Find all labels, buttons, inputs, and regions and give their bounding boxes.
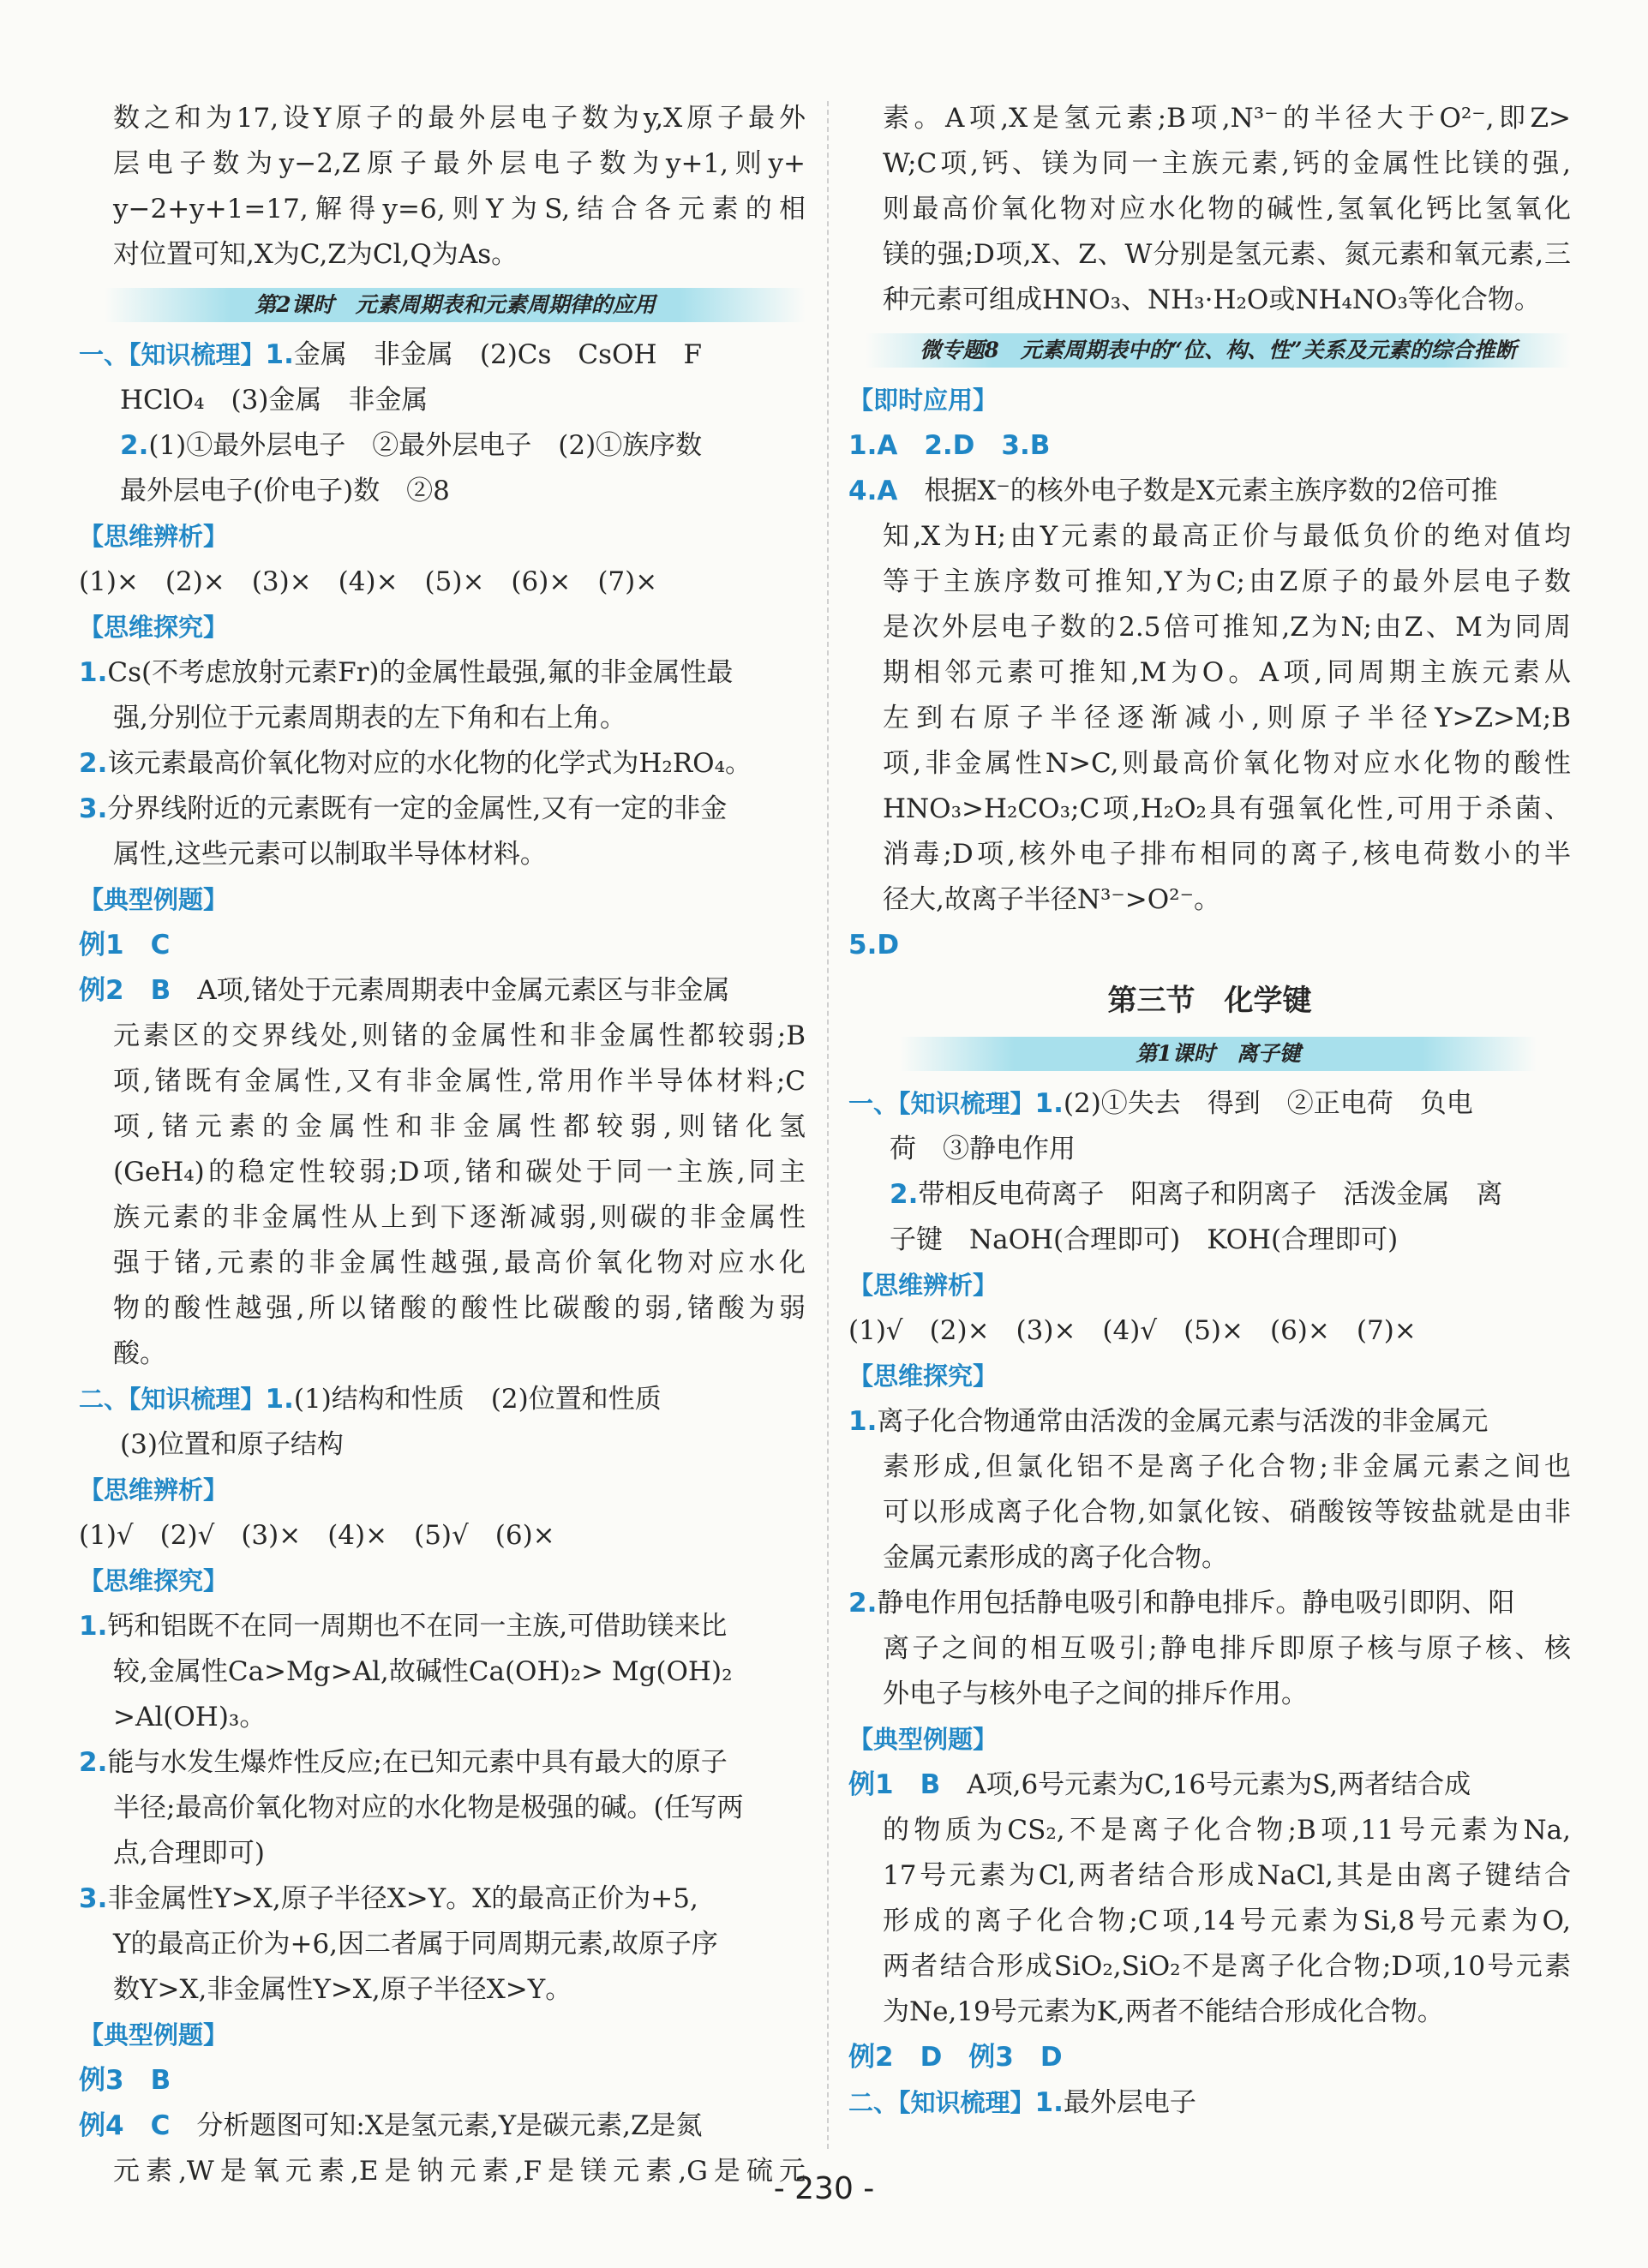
micro-topic-banner: 微专题8 元素周期表中的“位、构、性”关系及元素的综合推断 — [866, 333, 1571, 368]
example-line: 的物质为CS₂,不是离子化合物;B项,11号元素为Na, — [883, 1815, 1571, 1846]
example-line: 知,X为H;由Y元素的最高正价与最低负价的绝对值均 — [883, 521, 1571, 552]
judgment-answers: (1)√ (2)× (3)× (4)√ (5)× (6)× (7)× — [848, 1315, 1417, 1346]
item-number: 2. — [79, 748, 108, 779]
item-continuation: HClO₄ (3)金属 非金属 — [120, 385, 428, 416]
section-prefix: 二、 — [79, 1385, 129, 1414]
thinking-analysis-tag: 【思维辨析】 — [79, 1475, 229, 1505]
item-number: 2. — [120, 430, 149, 461]
typical-examples-tag: 【典型例题】 — [79, 885, 229, 914]
example-head: 例4 C — [79, 2110, 171, 2141]
item-text: 非金属性Y>X,原子半径X>Y。X的最高正价为+5, — [107, 1883, 698, 1914]
item-continuation: (3)位置和原子结构 — [120, 1429, 344, 1460]
section-prefix: 二、 — [848, 2088, 899, 2117]
knowledge-section-1 — [79, 332, 806, 378]
item-continuation: 可以形成离子化合物,如氯化铵、硝酸铵等铵盐就是由非 — [883, 1497, 1571, 1528]
example-item — [848, 1762, 1571, 1808]
item-text: 能与水发生爆炸性反应;在已知元素中具有最大的原子 — [107, 1747, 728, 1778]
item-number: 1. — [79, 1611, 108, 1642]
item-number: 3. — [79, 1883, 108, 1914]
example-line: 项,锗既有金属性,又有非金属性,常用作半导体材料;C — [113, 1066, 806, 1097]
item-continuation: 强,分别位于元素周期表的左下角和右上角。 — [113, 703, 626, 733]
section-title: 第三节 化学键 — [1107, 984, 1312, 1018]
item-number: 1. — [79, 657, 108, 688]
item-number: 2. — [890, 1179, 919, 1210]
explore-item — [79, 1876, 806, 1922]
item-number: 2. — [848, 1588, 878, 1619]
example-line: 期相邻元素可推知,M为O。A项,同周期主族元素从 — [883, 657, 1571, 688]
example-line: 项,锗元素的金属性和非金属性都较弱,则锗化氢 — [113, 1111, 806, 1142]
example-line: 强于锗,元素的非金属性越强,最高价氧化物对应水化 — [113, 1248, 806, 1278]
example-head: 例2 B — [79, 975, 171, 1006]
example-item — [79, 2103, 806, 2149]
example-line: HNO₃>H₂CO₃;C项,H₂O₂具有强氧化性,可用于杀菌、 — [883, 793, 1571, 824]
item-number: 1. — [1034, 1088, 1064, 1119]
intro-line: 层电子数为y−2,Z原子最外层电子数为y+1,则y+ — [113, 148, 806, 179]
answer-5: 5.D — [848, 930, 900, 960]
knowledge-section-2 — [79, 1377, 806, 1422]
item-number: 3. — [79, 793, 108, 824]
explore-item — [848, 1399, 1571, 1445]
explore-item — [848, 1581, 1571, 1626]
item-text: 分界线附近的元素既有一定的金属性,又有一定的非金 — [107, 793, 728, 824]
continued-line: W;C项,钙、镁为同一主族元素,钙的金属性比镁的强, — [883, 148, 1571, 179]
example-line: 两者结合形成SiO₂,SiO₂不是离子化合物;D项,10号元素 — [883, 1951, 1571, 1982]
example-line: 元素,W是氧元素,E是钠元素,F是镁元素,G是硫元 — [113, 2156, 806, 2187]
example-line: 物的酸性越强,所以锗酸的酸性比碳酸的弱,锗酸为弱 — [113, 1293, 806, 1324]
item-continuation: 素形成,但氯化铝不是离子化合物;非金属元素之间也 — [883, 1451, 1571, 1482]
item-text: 钙和铝既不在同一周期也不在同一主族,可借助镁来比 — [107, 1611, 728, 1642]
item-text: 离子化合物通常由活泼的金属元素与活泼的非金属元 — [877, 1406, 1489, 1437]
item-text: 该元素最高价氧化物对应的水化物的化学式为H₂RO₄。 — [107, 748, 752, 779]
knowledge-tag: 【知识梳理】 — [898, 2088, 1035, 2117]
intro-line: 数之和为17,设Y原子的最外层电子数为y,X原子最外 — [113, 103, 806, 134]
page-number: - 230 - — [773, 2171, 875, 2206]
typical-examples-tag: 【典型例题】 — [79, 2020, 229, 2050]
thinking-explore-tag: 【思维探究】 — [79, 1566, 229, 1595]
example-line: 族元素的非金属性从上到下逐渐减弱,则碳的非金属性 — [113, 1202, 806, 1233]
explore-item — [79, 650, 806, 696]
example-answer: 例3 B — [79, 2065, 171, 2096]
explore-item — [79, 787, 806, 832]
item-text: 金属 非金属 (2)Cs CsOH F — [293, 339, 703, 370]
thinking-explore-tag: 【思维探究】 — [79, 613, 229, 642]
explore-item — [79, 1740, 806, 1786]
item-continuation: 离子之间的相互吸引;静电排斥即原子核与原子核、核 — [883, 1633, 1571, 1664]
item-continuation: 较,金属性Ca>Mg>Al,故碱性Ca(OH)₂> Mg(OH)₂ — [113, 1656, 733, 1687]
item-number: 1. — [265, 1384, 294, 1415]
answer-item-4 — [848, 469, 1571, 514]
item-text: (1)①最外层电子 ②最外层电子 (2)①族序数 — [148, 430, 703, 461]
knowledge-section-1 — [848, 1081, 1571, 1127]
explore-item — [79, 1604, 806, 1649]
lesson-banner: 第1课时 离子键 — [900, 1037, 1537, 1071]
thinking-analysis-tag: 【思维辨析】 — [848, 1271, 998, 1300]
example-line: 17号元素为Cl,两者结合形成NaCl,其是由离子键结合 — [883, 1860, 1571, 1891]
item-number: 2. — [79, 1747, 108, 1778]
example-text: 根据X⁻的核外电子数是X元素主族序数的2倍可推 — [924, 476, 1498, 506]
item-continuation: 荷 ③静电作用 — [890, 1134, 1076, 1164]
example-answers-2-3: 例2 D 例3 D — [848, 2042, 1063, 2073]
explore-item — [79, 741, 806, 787]
example-line: 等于主族序数可推知,Y为C;由Z原子的最外层电子数 — [883, 566, 1571, 597]
example-text: A项,锗处于元素周期表中金属元素区与非金属 — [197, 975, 730, 1006]
item-continuation: 属性,这些元素可以制取半导体材料。 — [113, 839, 547, 870]
thinking-explore-tag: 【思维探究】 — [848, 1361, 998, 1391]
example-line: 为Ne,19号元素为K,两者不能结合形成化合物。 — [883, 1996, 1444, 2027]
item-continuation: 最外层电子(价电子)数 ②8 — [120, 476, 450, 506]
item-continuation: 点,合理即可) — [113, 1838, 265, 1869]
intro-line: 对位置可知,X为C,Z为Cl,Q为As。 — [113, 239, 518, 270]
item-number: 1. — [848, 1406, 878, 1437]
knowledge-tag: 【知识梳理】 — [129, 1385, 266, 1414]
intro-line: y−2+y+1=17,解得y=6,则Y为S,结合各元素的相 — [113, 194, 806, 224]
thinking-analysis-tag: 【思维辨析】 — [79, 522, 229, 551]
column-divider — [827, 101, 829, 2149]
item-continuation: 外电子与核外电子之间的排斥作用。 — [883, 1679, 1308, 1709]
instant-application-tag: 【即时应用】 — [848, 386, 998, 415]
item-continuation: Y的最高正价为+6,因二者属于同周期元素,故原子序 — [113, 1929, 718, 1960]
example-line: 左到右原子半径逐渐减小,则原子半径Y>Z>M;B — [883, 703, 1571, 733]
section-prefix: 一、 — [848, 1089, 899, 1118]
item-text: Cs(不考虑放射元素Fr)的金属性最强,氟的非金属性最 — [107, 657, 734, 688]
item-number: 1. — [1034, 2087, 1064, 2118]
example-answer: 例1 C — [79, 930, 171, 960]
item-continuation: 金属元素形成的离子化合物。 — [883, 1542, 1228, 1573]
answers-1-3: 1.A 2.D 3.B — [848, 430, 1051, 461]
example-text: A项,6号元素为C,16号元素为S,两者结合成 — [967, 1769, 1471, 1800]
example-item — [79, 968, 806, 1014]
judgment-answers: (1)√ (2)√ (3)× (4)× (5)√ (6)× — [79, 1520, 555, 1551]
typical-examples-tag: 【典型例题】 — [848, 1725, 998, 1754]
item-text: (1)结构和性质 (2)位置和性质 — [293, 1384, 662, 1415]
lesson-banner: 第2课时 元素周期表和元素周期律的应用 — [105, 288, 806, 322]
example-head: 4.A — [848, 476, 898, 506]
example-line: 径大,故离子半径N³⁻>O²⁻。 — [883, 884, 1220, 915]
item-text: 最外层电子 — [1063, 2087, 1196, 2118]
continued-line: 素。A项,X是氢元素;B项,N³⁻的半径大于O²⁻,即Z> — [883, 103, 1571, 134]
example-line: 是次外层电子数的2.5倍可推知,Z为N;由Z、M为同周 — [883, 612, 1571, 643]
knowledge-tag: 【知识梳理】 — [898, 1089, 1035, 1118]
left-column — [79, 96, 806, 2194]
knowledge-tag: 【知识梳理】 — [129, 340, 266, 369]
item-continuation: >Al(OH)₃。 — [113, 1702, 267, 1732]
item-text: 静电作用包括静电吸引和静电排斥。静电吸引即阴、阳 — [877, 1588, 1515, 1619]
example-line: 项,非金属性N>C,则最高价氧化物对应水化物的酸性 — [883, 748, 1571, 779]
item-continuation: 半径;最高价氧化物对应的水化物是极强的碱。(任写两 — [113, 1792, 744, 1823]
item-text: (2)①失去 得到 ②正电荷 负电 — [1063, 1088, 1473, 1119]
judgment-answers: (1)× (2)× (3)× (4)× (5)× (6)× (7)× — [79, 566, 658, 597]
item-continuation: 子键 NaOH(合理即可) KOH(合理即可) — [890, 1224, 1399, 1255]
item-continuation: 数Y>X,非金属性Y>X,原子半径X>Y。 — [113, 1974, 572, 2005]
continued-line: 种元素可组成HNO₃、NH₃·H₂O或NH₄NO₃等化合物。 — [883, 284, 1541, 315]
knowledge-item-2 — [79, 423, 806, 469]
continued-line: 则最高价氧化物对应水化物的碱性,氢氧化钙比氢氧化 — [883, 194, 1571, 224]
example-line: (GeH₄)的稳定性较弱;D项,锗和碳处于同一主族,同主 — [113, 1157, 806, 1188]
example-line: 形成的离子化合物;C项,14号元素为Si,8号元素为O, — [883, 1906, 1571, 1936]
example-line: 消毒;D项,核外电子排布相同的离子,核电荷数小的半 — [883, 839, 1571, 870]
knowledge-section-2 — [848, 2080, 1571, 2126]
item-text: 带相反电荷离子 阳离子和阴离子 活泼金属 离 — [918, 1179, 1503, 1210]
section-prefix: 一、 — [79, 340, 129, 369]
example-head: 例1 B — [848, 1769, 941, 1800]
example-text: 分析题图可知:X是氢元素,Y是碳元素,Z是氮 — [196, 2110, 703, 2141]
example-line: 酸。 — [113, 1338, 166, 1369]
example-line: 元素区的交界线处,则锗的金属性和非金属性都较弱;B — [113, 1020, 806, 1051]
continued-line: 镁的强;D项,X、Z、W分别是氢元素、氮元素和氧元素,三 — [883, 239, 1571, 270]
knowledge-item-2 — [848, 1172, 1571, 1218]
right-column — [848, 96, 1571, 2126]
item-number: 1. — [265, 339, 294, 370]
